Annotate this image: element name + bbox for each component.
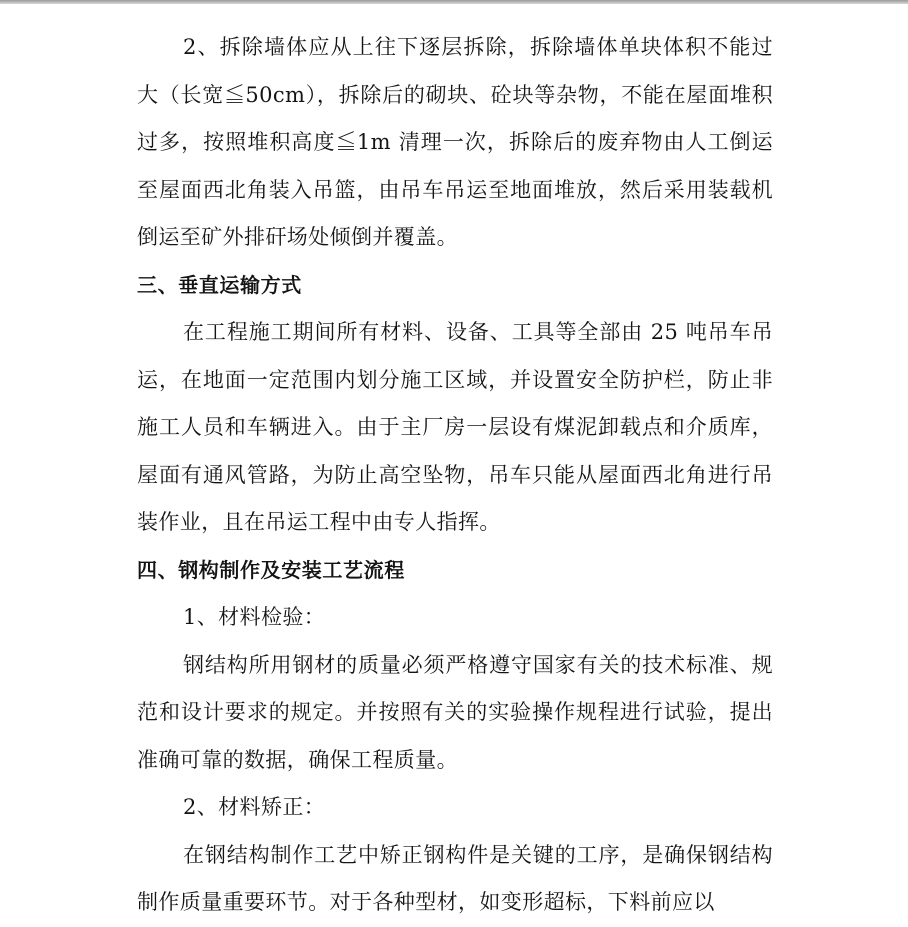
document-page <box>137 24 773 927</box>
section-heading-steel-process: 四、钢构制作及安装工艺流程 <box>137 557 405 582</box>
section-heading-vertical-transport: 三、垂直运输方式 <box>137 272 302 297</box>
paragraph-material-inspection: 钢结构所用钢材的质量必须严格遵守国家有关的技术标准、规范和设计要求的规定。并按照有关的实验操作规程进行试验，提出准确可靠的数据，确保工程质量。 <box>137 652 773 772</box>
subheading-material-correction: 2、材料矫正： <box>183 795 326 819</box>
top-border <box>0 0 908 4</box>
paragraph-material-correction: 在钢结构制作工艺中矫正钢构件是关键的工序，是确保钢结构制作质量重要环节。对于各种型材，如变形超标，下料前应以 <box>137 842 773 914</box>
subheading-material-inspection: 1、材料检验： <box>183 605 326 629</box>
paragraph-vertical-transport: 在工程施工期间所有材料、设备、工具等全部由 25 吨吊车吊运，在地面一定范围内划分施工区域，并设置安全防护栏，防止非施工人员和车辆进入。由于主厂房一层设有煤泥卸载点和介质库，屋面有通风管路，为防止高空坠物，吊车只能从屋面西北角进行吊装作业，且在吊运工程中由专人指挥。 <box>137 320 773 534</box>
paragraph-demolition: 2、拆除墙体应从上往下逐层拆除，拆除墙体单块体积不能过大（长宽≦50cm），拆除后的砌块、砼块等杂物，不能在屋面堆积过多，按照堆积高度≦1m 清理一次，拆除后的废弃物由人工倒运至屋面西北角装入吊篮，由吊车吊运至地面堆放，然后采用装载机倒运至矿外排矸场处倾倒并覆盖。 <box>137 35 773 249</box>
